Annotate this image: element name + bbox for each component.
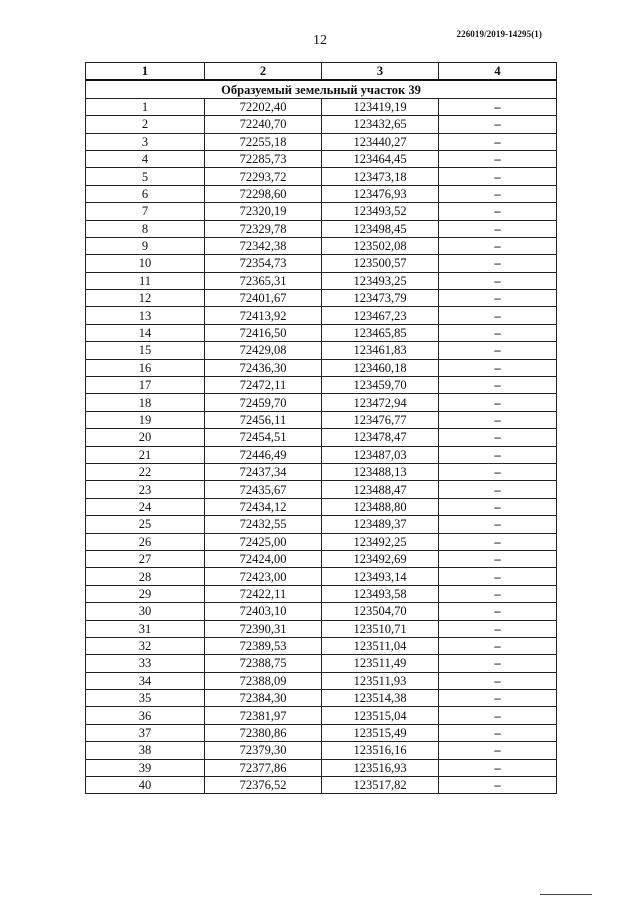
x-coordinate-cell: 72403,10 (205, 603, 322, 620)
x-coordinate-cell: 72432,55 (205, 516, 322, 533)
column-header-y-coordinate: 3 (322, 63, 439, 81)
column-header-accuracy: 4 (439, 63, 557, 81)
point-number-cell: 31 (86, 620, 205, 637)
table-row (86, 307, 557, 324)
table-row (86, 359, 557, 376)
table-row (86, 446, 557, 463)
point-number-cell: 10 (86, 255, 205, 272)
accuracy-cell: – (439, 237, 557, 254)
point-number-cell: 38 (86, 742, 205, 759)
point-number-cell: 17 (86, 377, 205, 394)
accuracy-cell: – (439, 759, 557, 776)
y-coordinate-cell: 123510,71 (322, 620, 439, 637)
y-coordinate-cell: 123516,93 (322, 759, 439, 776)
x-coordinate-cell: 72446,49 (205, 446, 322, 463)
table-row (86, 272, 557, 289)
point-number-cell: 24 (86, 498, 205, 515)
point-number-cell: 19 (86, 411, 205, 428)
accuracy-cell: – (439, 220, 557, 237)
x-coordinate-cell: 72436,30 (205, 359, 322, 376)
x-coordinate-cell: 72390,31 (205, 620, 322, 637)
accuracy-cell: – (439, 203, 557, 220)
point-number-cell: 4 (86, 150, 205, 167)
table-row (86, 116, 557, 133)
y-coordinate-cell: 123478,47 (322, 429, 439, 446)
x-coordinate-cell: 72285,73 (205, 150, 322, 167)
point-number-cell: 28 (86, 568, 205, 585)
table-row (86, 672, 557, 689)
y-coordinate-cell: 123516,16 (322, 742, 439, 759)
table-row (86, 429, 557, 446)
point-number-cell: 32 (86, 637, 205, 654)
page-number: 12 (313, 33, 327, 48)
point-number-cell: 30 (86, 603, 205, 620)
y-coordinate-cell: 123500,57 (322, 255, 439, 272)
x-coordinate-cell: 72424,00 (205, 550, 322, 567)
table-row (86, 220, 557, 237)
y-coordinate-cell: 123493,25 (322, 272, 439, 289)
point-number-cell: 16 (86, 359, 205, 376)
footer-line (540, 894, 592, 895)
x-coordinate-cell: 72435,67 (205, 481, 322, 498)
accuracy-cell: – (439, 672, 557, 689)
table-row (86, 481, 557, 498)
table-row (86, 133, 557, 150)
x-coordinate-cell: 72293,72 (205, 168, 322, 185)
point-number-cell: 18 (86, 394, 205, 411)
table-row (86, 185, 557, 202)
point-number-cell: 29 (86, 585, 205, 602)
point-number-cell: 21 (86, 446, 205, 463)
document-id: 226019/2019-14295(1) (456, 29, 542, 39)
accuracy-cell: – (439, 133, 557, 150)
table-row (86, 655, 557, 672)
table-row (86, 377, 557, 394)
point-number-cell: 1 (86, 98, 205, 115)
y-coordinate-cell: 123493,52 (322, 203, 439, 220)
accuracy-cell: – (439, 742, 557, 759)
accuracy-cell: – (439, 307, 557, 324)
point-number-cell: 25 (86, 516, 205, 533)
accuracy-cell: – (439, 637, 557, 654)
coordinates-table (85, 62, 557, 794)
accuracy-cell: – (439, 690, 557, 707)
point-number-cell: 15 (86, 342, 205, 359)
x-coordinate-cell: 72376,52 (205, 777, 322, 794)
x-coordinate-cell: 72388,75 (205, 655, 322, 672)
table-row (86, 516, 557, 533)
x-coordinate-cell: 72434,12 (205, 498, 322, 515)
point-number-cell: 34 (86, 672, 205, 689)
x-coordinate-cell: 72342,38 (205, 237, 322, 254)
x-coordinate-cell: 72365,31 (205, 272, 322, 289)
point-number-cell: 39 (86, 759, 205, 776)
accuracy-cell: – (439, 585, 557, 602)
y-coordinate-cell: 123492,69 (322, 550, 439, 567)
accuracy-cell: – (439, 724, 557, 741)
y-coordinate-cell: 123511,93 (322, 672, 439, 689)
section-title: Образуемый земельный участок 39 (86, 80, 557, 98)
table-row (86, 620, 557, 637)
point-number-cell: 14 (86, 324, 205, 341)
accuracy-cell: – (439, 394, 557, 411)
accuracy-cell: – (439, 707, 557, 724)
table-row (86, 150, 557, 167)
accuracy-cell: – (439, 377, 557, 394)
accuracy-cell: – (439, 620, 557, 637)
table-row (86, 394, 557, 411)
x-coordinate-cell: 72240,70 (205, 116, 322, 133)
table-row (86, 533, 557, 550)
accuracy-cell: – (439, 655, 557, 672)
x-coordinate-cell: 72384,30 (205, 690, 322, 707)
accuracy-cell: – (439, 550, 557, 567)
accuracy-cell: – (439, 272, 557, 289)
accuracy-cell: – (439, 516, 557, 533)
point-number-cell: 3 (86, 133, 205, 150)
x-coordinate-cell: 72456,11 (205, 411, 322, 428)
y-coordinate-cell: 123515,04 (322, 707, 439, 724)
table-row (86, 98, 557, 115)
y-coordinate-cell: 123465,85 (322, 324, 439, 341)
table-row (86, 342, 557, 359)
table-row (86, 550, 557, 567)
point-number-cell: 26 (86, 533, 205, 550)
y-coordinate-cell: 123440,27 (322, 133, 439, 150)
table-row (86, 411, 557, 428)
accuracy-cell: – (439, 342, 557, 359)
x-coordinate-cell: 72388,09 (205, 672, 322, 689)
table-row (86, 255, 557, 272)
table-row (86, 290, 557, 307)
x-coordinate-cell: 72320,19 (205, 203, 322, 220)
accuracy-cell: – (439, 463, 557, 480)
accuracy-cell: – (439, 290, 557, 307)
accuracy-cell: – (439, 168, 557, 185)
x-coordinate-cell: 72423,00 (205, 568, 322, 585)
x-coordinate-cell: 72416,50 (205, 324, 322, 341)
y-coordinate-cell: 123488,47 (322, 481, 439, 498)
x-coordinate-cell: 72454,51 (205, 429, 322, 446)
x-coordinate-cell: 72389,53 (205, 637, 322, 654)
x-coordinate-cell: 72379,30 (205, 742, 322, 759)
point-number-cell: 2 (86, 116, 205, 133)
x-coordinate-cell: 72354,73 (205, 255, 322, 272)
column-header-x-coordinate: 2 (205, 63, 322, 81)
accuracy-cell: – (439, 116, 557, 133)
y-coordinate-cell: 123467,23 (322, 307, 439, 324)
y-coordinate-cell: 123498,45 (322, 220, 439, 237)
accuracy-cell: – (439, 411, 557, 428)
accuracy-cell: – (439, 603, 557, 620)
accuracy-cell: – (439, 324, 557, 341)
table-row (86, 168, 557, 185)
table-row (86, 690, 557, 707)
table-row (86, 603, 557, 620)
x-coordinate-cell: 72255,18 (205, 133, 322, 150)
y-coordinate-cell: 123502,08 (322, 237, 439, 254)
accuracy-cell: – (439, 568, 557, 585)
y-coordinate-cell: 123472,94 (322, 394, 439, 411)
accuracy-cell: – (439, 481, 557, 498)
table-row (86, 237, 557, 254)
x-coordinate-cell: 72401,67 (205, 290, 322, 307)
point-number-cell: 35 (86, 690, 205, 707)
point-number-cell: 33 (86, 655, 205, 672)
table-row (86, 203, 557, 220)
point-number-cell: 13 (86, 307, 205, 324)
point-number-cell: 27 (86, 550, 205, 567)
table-row (86, 585, 557, 602)
table-row (86, 742, 557, 759)
y-coordinate-cell: 123514,38 (322, 690, 439, 707)
y-coordinate-cell: 123476,93 (322, 185, 439, 202)
accuracy-cell: – (439, 533, 557, 550)
accuracy-cell: – (439, 429, 557, 446)
y-coordinate-cell: 123464,45 (322, 150, 439, 167)
x-coordinate-cell: 72422,11 (205, 585, 322, 602)
accuracy-cell: – (439, 498, 557, 515)
point-number-cell: 9 (86, 237, 205, 254)
accuracy-cell: – (439, 446, 557, 463)
accuracy-cell: – (439, 150, 557, 167)
point-number-cell: 20 (86, 429, 205, 446)
table-row (86, 324, 557, 341)
y-coordinate-cell: 123492,25 (322, 533, 439, 550)
y-coordinate-cell: 123511,04 (322, 637, 439, 654)
x-coordinate-cell: 72437,34 (205, 463, 322, 480)
point-number-cell: 5 (86, 168, 205, 185)
accuracy-cell: – (439, 359, 557, 376)
section-title-row (86, 80, 557, 98)
table-header-row (86, 63, 557, 81)
point-number-cell: 7 (86, 203, 205, 220)
y-coordinate-cell: 123488,13 (322, 463, 439, 480)
table-row (86, 498, 557, 515)
y-coordinate-cell: 123493,58 (322, 585, 439, 602)
y-coordinate-cell: 123461,83 (322, 342, 439, 359)
point-number-cell: 37 (86, 724, 205, 741)
x-coordinate-cell: 72298,60 (205, 185, 322, 202)
x-coordinate-cell: 72377,86 (205, 759, 322, 776)
y-coordinate-cell: 123473,18 (322, 168, 439, 185)
x-coordinate-cell: 72472,11 (205, 377, 322, 394)
table-row (86, 637, 557, 654)
point-number-cell: 6 (86, 185, 205, 202)
column-header-point-number: 1 (86, 63, 205, 81)
table-body (86, 80, 557, 794)
y-coordinate-cell: 123476,77 (322, 411, 439, 428)
y-coordinate-cell: 123511,49 (322, 655, 439, 672)
point-number-cell: 23 (86, 481, 205, 498)
y-coordinate-cell: 123488,80 (322, 498, 439, 515)
point-number-cell: 36 (86, 707, 205, 724)
table-row (86, 724, 557, 741)
y-coordinate-cell: 123473,79 (322, 290, 439, 307)
accuracy-cell: – (439, 777, 557, 794)
y-coordinate-cell: 123504,70 (322, 603, 439, 620)
y-coordinate-cell: 123515,49 (322, 724, 439, 741)
y-coordinate-cell: 123460,18 (322, 359, 439, 376)
x-coordinate-cell: 72202,40 (205, 98, 322, 115)
x-coordinate-cell: 72329,78 (205, 220, 322, 237)
y-coordinate-cell: 123459,70 (322, 377, 439, 394)
x-coordinate-cell: 72425,00 (205, 533, 322, 550)
y-coordinate-cell: 123419,19 (322, 98, 439, 115)
accuracy-cell: – (439, 185, 557, 202)
y-coordinate-cell: 123489,37 (322, 516, 439, 533)
y-coordinate-cell: 123493,14 (322, 568, 439, 585)
table-row (86, 759, 557, 776)
accuracy-cell: – (439, 255, 557, 272)
x-coordinate-cell: 72380,86 (205, 724, 322, 741)
table-row (86, 777, 557, 794)
point-number-cell: 11 (86, 272, 205, 289)
y-coordinate-cell: 123487,03 (322, 446, 439, 463)
y-coordinate-cell: 123432,65 (322, 116, 439, 133)
table-row (86, 568, 557, 585)
x-coordinate-cell: 72429,08 (205, 342, 322, 359)
point-number-cell: 40 (86, 777, 205, 794)
accuracy-cell: – (439, 98, 557, 115)
point-number-cell: 12 (86, 290, 205, 307)
x-coordinate-cell: 72381,97 (205, 707, 322, 724)
table-row (86, 707, 557, 724)
y-coordinate-cell: 123517,82 (322, 777, 439, 794)
table-row (86, 463, 557, 480)
point-number-cell: 8 (86, 220, 205, 237)
x-coordinate-cell: 72459,70 (205, 394, 322, 411)
point-number-cell: 22 (86, 463, 205, 480)
x-coordinate-cell: 72413,92 (205, 307, 322, 324)
